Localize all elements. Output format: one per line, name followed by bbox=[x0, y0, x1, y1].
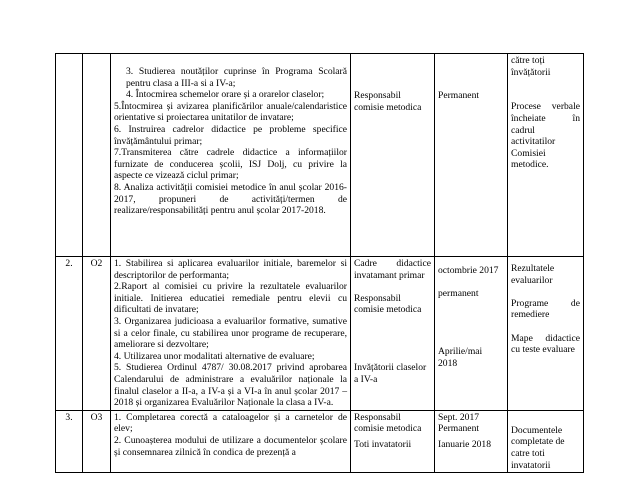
result-item: către toți învățătorii bbox=[511, 55, 551, 78]
responsible-item: Responsabil comisie metodica bbox=[354, 90, 422, 113]
activity-item: 1. Completarea corectă a cataloagelor și a carnetelor de elev; bbox=[114, 411, 347, 435]
result-item: Mape didactice cu teste evaluare bbox=[511, 332, 580, 356]
activity-item: 8. Analiza activității comisiei metodice în anul școlar 2016-2017, propuneri de activități/termen de realizare/responsabilități pentru anul școlar 2017-2018. bbox=[114, 181, 347, 217]
responsible-cell bbox=[351, 257, 435, 411]
responsible-item: Responsabil comisie metodica bbox=[354, 292, 422, 316]
row-number-cell bbox=[56, 54, 83, 257]
responsible-item: Cadre didactice invatamant primar bbox=[354, 258, 431, 281]
term-item: Aprilie/mai 2018 bbox=[438, 346, 483, 369]
row-number-cell: 2. bbox=[56, 257, 83, 411]
term-item: Permanent bbox=[438, 423, 480, 435]
responsible-cell bbox=[351, 410, 435, 472]
row-number-cell: 3. bbox=[56, 410, 83, 472]
term-cell bbox=[435, 54, 508, 257]
responsible-item: Toti invatatorii bbox=[354, 438, 412, 450]
table-row bbox=[56, 54, 584, 257]
term-item: Ianuarie 2018 bbox=[438, 438, 492, 450]
activities-cell bbox=[111, 257, 351, 411]
activity-item: 4. Utilizarea unor modalitati alternative de evaluare; bbox=[114, 350, 315, 362]
term-cell bbox=[435, 257, 508, 411]
activity-item: 2. Cunoașterea modului de utilizare a documentelor școlare și consemnarea zilnică în condica de prezență a bbox=[114, 434, 347, 458]
table-row bbox=[56, 257, 584, 411]
objective-cell bbox=[83, 54, 111, 257]
activity-item: 3. Studierea noutăților cuprinse în Programa Scolară pentru clasa a III-a si a IV-a; bbox=[126, 66, 347, 89]
result-item: Rezultatele evaluarilor bbox=[511, 263, 555, 286]
responsible-cell bbox=[351, 54, 435, 257]
activities-cell bbox=[111, 410, 351, 472]
responsible-item: Responsabil comisie metodica bbox=[354, 411, 422, 435]
term-item: Sept. 2017 bbox=[438, 411, 480, 423]
activity-item: 5. Studierea Ordinul 4787/ 30.08.2017 privind aprobarea Calendarului de administrare a evaluărilor naționale la finalul claselor a II-a, a IV-a și a VI-a în anul școlar 2017 – 2018 și organizarea Evaluărilor Naționale la clasa a IV-a. bbox=[114, 362, 347, 409]
term-item: permanent bbox=[438, 288, 479, 300]
activity-item: 6. Instruirea cadrelor didactice pe probleme specifice învățământului primar; bbox=[114, 123, 347, 147]
result-cell bbox=[508, 257, 584, 411]
table-row bbox=[56, 410, 584, 472]
activity-plan-table bbox=[55, 53, 584, 473]
objective-cell: O3 bbox=[83, 410, 111, 472]
activity-item: 3. Organizarea judicioasa a evaluarilor formative, sumative si a celor finale, cu stabilirea unor programe de recuperare, ameliorare si dezvoltare; bbox=[114, 315, 347, 351]
objective-cell: O2 bbox=[83, 257, 111, 411]
term-item: octombrie 2017 bbox=[438, 265, 499, 276]
responsible-item: Invățătorii claselor a IV-a bbox=[354, 362, 427, 385]
activity-item: 2.Raport al comisiei cu privire la rezultatele evaluarilor initiale. Initierea educatiei remediale pentru elevii cu dificultati de invatare; bbox=[114, 281, 347, 316]
activity-item: 4. Întocmirea schemelor orare și a orarelor claselor; bbox=[126, 89, 325, 101]
activity-item: 7.Transmiterea către cadrele didactice a informațiilor furnizate de conducerea școlii, ISJ Dolj, cu privire la aspecte ce vizează ciclul primar; bbox=[114, 147, 347, 182]
result-item: Procese verbale încheiate în cadrul activitatilor Comisiei metodice. bbox=[511, 101, 580, 171]
result-cell bbox=[508, 410, 584, 472]
activity-item: 5.Întocmirea și avizarea planificărilor anuale/calendaristice orientative si proiectarea unitatilor de invatare; bbox=[114, 100, 347, 124]
activities-cell bbox=[111, 54, 351, 257]
result-cell bbox=[508, 54, 584, 257]
activity-item: 1. Stabilirea si aplicarea evaluarilor initiale, baremelor si descriptorilor de performanta; bbox=[114, 258, 347, 281]
result-item: Programe de remediere bbox=[511, 297, 580, 321]
term-item: Permanent bbox=[438, 90, 480, 101]
term-cell bbox=[435, 410, 508, 472]
result-item: Documentele completate de catre toti invatatorii bbox=[511, 424, 565, 471]
